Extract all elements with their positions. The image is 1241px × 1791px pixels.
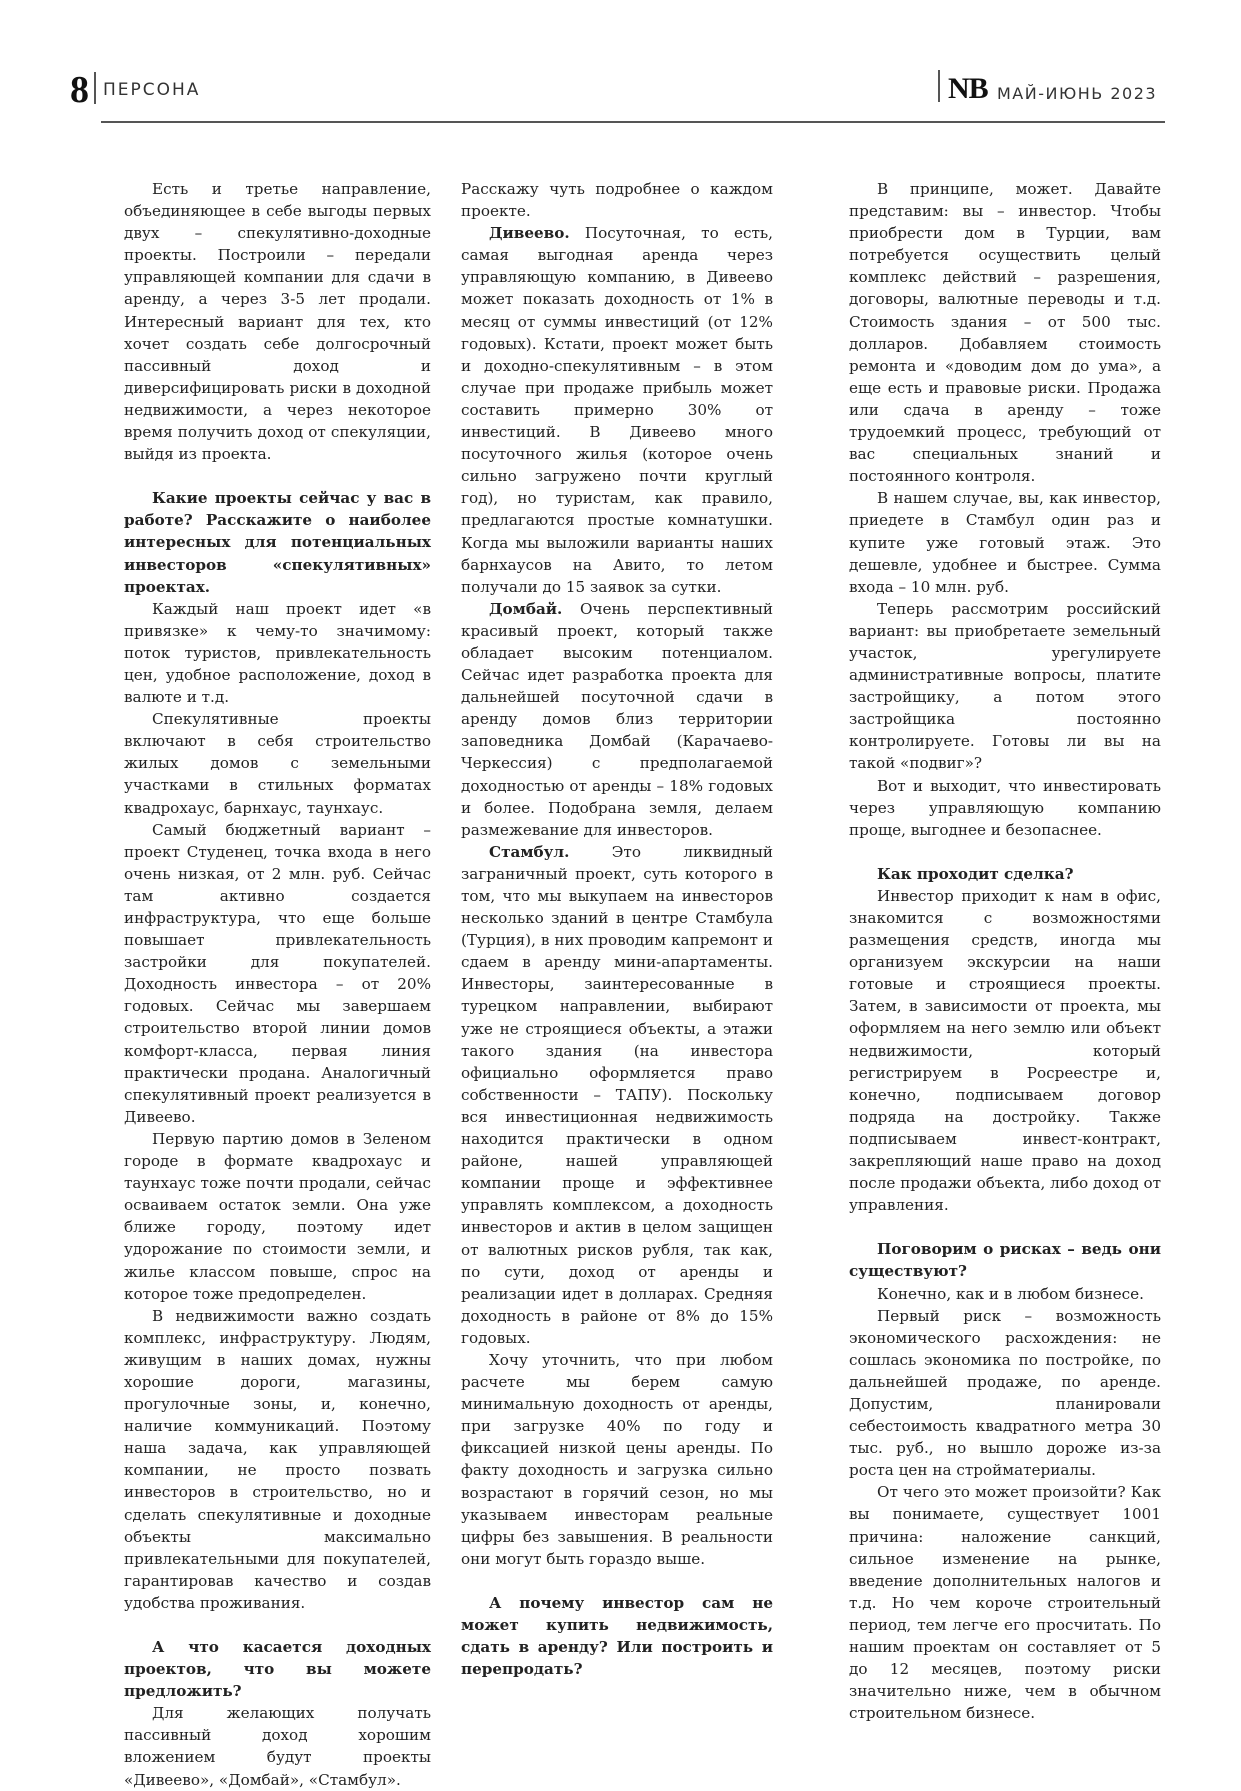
body-paragraph: Самый бюджетный вариант – проект Студенец, точка входа в него очень низкая, от 2 млн. руб. Сейчас там активно создается инфраструктура, что еще больше повышает привлекательность застройки для покупателей. Доходность инвестора – от 20% годовых. Сейчас мы завершаем строительство второй линии домов комфорт-класса, первая линия практически продана. Аналогичный спекулятивный проект реализуется в Дивеево. <box>124 820 431 1126</box>
paragraph-text: Это ликвидный заграничный проект, суть которого в том, что мы выкупаем на инвесторов несколько зданий в центре Стамбула (Турция), в них проводим капремонт и сдаем в аренду мини-апартаменты. Инвесторы, заинтересованные в турецком направлении, выбирают уже не строящиеся объекты, а этажи такого здания (на инвестора официально оформляется право собственности – ТАПУ). Поскольку вся инвестиционная недвижимость находится практически в одном районе, нашей управляющей компании проще и эффективнее управлять комплексом, а доходность инвесторов и актив в целом защищен от валютных рисков рубля, так как, по сути, доход от аренды и реализации идет в долларах. Средняя доходность в районе от 8% до 15% годовых. <box>461 842 773 1347</box>
project-name: Домбай. <box>489 599 563 618</box>
project-paragraph <box>461 598 773 841</box>
body-paragraph: Конечно, как и в любом бизнесе. <box>877 1284 1144 1303</box>
article-column-3 <box>849 178 1161 1724</box>
body-paragraph: Вот и выходит, что инвестировать через управляющую компанию проще, выгоднее и безопаснее. <box>849 776 1161 839</box>
body-paragraph: Расскажу чуть подробнее о каждом проекте. <box>461 180 773 221</box>
interview-question: Как проходит сделка? <box>877 864 1074 883</box>
body-paragraph: В нашем случае, вы, как инвестор, приедете в Стамбул один раз и купите уже готовый этаж. Это дешевле, удобнее и быстрее. Сумма входа – 10 млн. руб. <box>849 489 1161 596</box>
magazine-logo: NB <box>948 72 988 105</box>
issue-date: МАЙ-ИЮНЬ 2023 <box>997 84 1158 103</box>
body-paragraph: Каждый наш проект идет «в привязке» к чему-то значимому: поток туристов, привлекательность цен, удобное расположение, доход в валюте и т.д. <box>124 599 431 707</box>
project-paragraph <box>461 222 773 598</box>
body-paragraph: Первую партию домов в Зеленом городе в формате квадрохаус и таунхаус тоже почти продали, сейчас осваиваем остаток земли. Она уже ближе городу, поэтому идет удорожание по стоимости земли, и жилье классом повыше, спрос на которое тоже предопределен. <box>124 1129 431 1303</box>
interview-question: Поговорим о рисках – ведь они существуют? <box>849 1240 1161 1281</box>
body-paragraph: Хочу уточнить, что при любом расчете мы берем самую минимальную доходность от аренды, при загрузке 40% по году и фиксацией низкой цены аренды. По факту доходность и загрузка сильно возрастают в горячий сезон, но мы указываем инвесторам реальные цифры без завышения. В реальности они могут быть гораздо выше. <box>461 1350 773 1568</box>
body-paragraph: В недвижимости важно создать комплекс, инфраструктуру. Людям, живущим в наших домах, нужны хорошие дороги, магазины, прогулочные зоны, и, конечно, наличие коммуникаций. Поэтому наша задача, как управляющей компании, не просто позвать инвесторов в строительство, но и сделать спекулятивные и доходные объекты максимально привлекательными для покупателей, гарантировав качество и создав удобства проживания. <box>124 1306 431 1612</box>
body-paragraph: В принципе, может. Давайте представим: вы – инвестор. Чтобы приобрести дом в Турции, вам потребуется осуществить целый комплекс действий – разрешения, договоры, валютные переводы и т.д. Стоимость здания – от 500 тыс. долларов. Добавляем стоимость ремонта и «доводим дом до ума», а еще есть и правовые риски. Продажа или сдача в аренду – тоже трудоемкий процесс, требующий от вас специальных знаний и постоянного контроля. <box>849 180 1161 486</box>
project-paragraph <box>461 841 773 1349</box>
header-rule <box>101 121 1165 123</box>
interview-question: А почему инвестор сам не может купить недвижимость, сдать в аренду? Или построить и перепродать? <box>461 1593 773 1679</box>
article-column-1 <box>124 178 431 1791</box>
paragraph-text: Посуточная, то есть, самая выгодная аренда через управляющую компанию, в Дивеево может показать доходность от 1% в месяц от суммы инвестиций (от 12% годовых). Кстати, проект может быть и доходно-спекулятивным – в этом случае при продаже прибыль может составить примерно 30% от инвестиций. В Дивеево много посуточного жилья (которое очень сильно загружено почти круглый год), но туристам, как правило, предлагаются простые комнатушки. Когда мы выложили варианты наших барнхаусов на Авито, то летом получали до 15 заявок за сутки. <box>461 224 773 596</box>
paragraph-text: Очень перспективный красивый проект, который также обладает высоким потенциалом. Сейчас идет разработка проекта для дальнейшей посуточной сдачи в аренду домов близ территории заповедника Домбай (Карачаево-Черкессия) с предполагаемой доходностью от аренды – 18% годовых и более. Подобрана земля, делаем размежевание для инвесторов. <box>461 599 773 839</box>
page-number: 8 <box>70 69 89 111</box>
header-divider-right <box>938 70 940 102</box>
interview-question: А что касается доходных проектов, что вы можете предложить? <box>124 1638 431 1701</box>
project-name: Стамбул. <box>489 842 570 861</box>
body-paragraph: Есть и третье направление, объединяющее в себе выгоды первых двух – спекулятивно-доходные проекты. Построили – передали управляющей компании для сдачи в аренду, а через 3-5 лет продали. Интересный вариант для тех, кто хочет создать себе долгосрочный пассивный доход и диверсифицировать риски в доходной недвижимости, а через некоторое время получить доход от спекуляции, выйдя из проекта. <box>124 180 431 464</box>
section-title: ПЕРСОНА <box>103 80 201 100</box>
header-divider <box>94 72 96 104</box>
article-column-2 <box>461 178 773 1680</box>
body-paragraph: Первый риск – возможность экономического расхождения: не сошлась экономика по постройке, по дальнейшей продаже, по аренде. Допустим, планировали себестоимость квадратного метра 30 тыс. руб., но вышло дороже из-за роста цен на стройматериалы. <box>849 1306 1161 1480</box>
interview-question: Какие проекты сейчас у вас в работе? Расскажите о наиболее интересных для потенциальных инвесторов «спекулятивных» проектах. <box>124 489 431 596</box>
page-header <box>0 0 1241 125</box>
body-paragraph: От чего это может произойти? Как вы понимаете, существует 1001 причина: наложение санкций, сильное изменение на рынке, введение дополнительных налогов и т.д. Но чем короче строительный период, тем легче его просчитать. По нашим проектам он составляет от 5 до 12 месяцев, поэтому риски значительно ниже, чем в обычном строительном бизнесе. <box>849 1483 1161 1723</box>
project-name: Дивеево. <box>489 224 570 243</box>
body-paragraph: Спекулятивные проекты включают в себя строительство жилых домов с земельными участками в стильных форматах квадрохаус, барнхаус, таунхаус. <box>124 710 431 817</box>
body-paragraph: Теперь рассмотрим российский вариант: вы приобретаете земельный участок, урегулируете административные вопросы, платите застройщику, а потом этого застройщика постоянно контролируете. Готовы ли вы на такой «подвиг»? <box>849 599 1161 773</box>
body-paragraph: Для желающих получать пассивный доход хорошим вложением будут проекты «Дивеево», «Домбай», «Стамбул». <box>124 1704 431 1789</box>
body-paragraph: Инвестор приходит к нам в офис, знакомится с возможностями размещения средств, иногда мы организуем экскурсии на наши готовые и строящиеся проекты. Затем, в зависимости от проекта, мы оформляем на него землю или объект недвижимости, который регистрируем в Росреестре и, конечно, подписываем договор подряда на достройку. Также подписываем инвест-контракт, закрепляющий наше право на доход после продажи объекта, либо доход от управления. <box>849 886 1161 1215</box>
